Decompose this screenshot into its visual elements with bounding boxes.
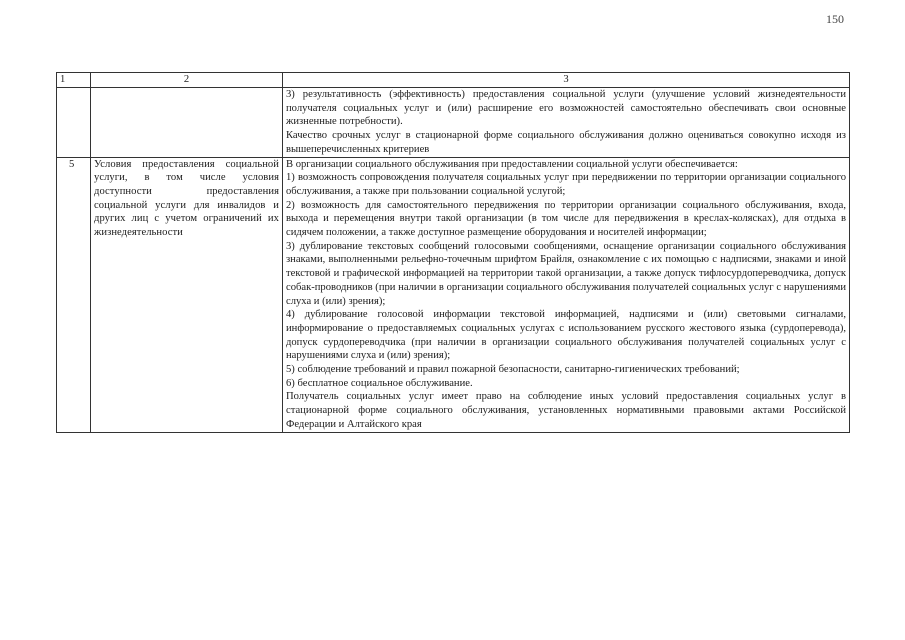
content-paragraph: 3) результативность (эффективность) предоставления социальной услуги (улучшение условий жизнедеятельности получателя социальных услуг и (или) расширение его возможностей самостоятельно обеспечивать свои основные жизненные потребности).: [286, 89, 846, 128]
table-row: [57, 88, 850, 158]
content-paragraph: 3) дублирование текстовых сообщений голосовыми сообщениями, оснащение организации социального обслуживания знаками, выполненными рельефно-точечным шрифтом Брайля, ознакомление с их помощью с надписями, знаками и иной текстовой и графической информацией на территории такой организации, а также допуск тифлосурдопереводчика, допуск собак-проводников (при наличии в организации социального обслуживания получателей социальных услуг с нарушениями слуха и (или) зрения);: [286, 240, 846, 307]
row-name: Условия предоставления социальной услуги, в том числе условия доступности предоставления социальной услуги для инвалидов и других лиц с учетом ограничений их жизнедеятельности: [91, 157, 283, 432]
row-number: [57, 88, 91, 158]
row-content: [283, 88, 850, 158]
content-paragraph: В организации социального обслуживания при предоставлении социальной услуги обеспечивается:: [286, 158, 738, 170]
content-paragraph: 5) соблюдение требований и правил пожарной безопасности, санитарно-гигиенических требований;: [286, 364, 740, 376]
page-number: 150: [826, 12, 844, 26]
services-table: [56, 72, 850, 433]
header-col-1: 1: [57, 73, 91, 88]
header-col-2: 2: [91, 73, 283, 88]
content-paragraph: 2) возможность для самостоятельного передвижения по территории организации социального обслуживания, входа, выхода и перемещения внутри такой организации (в том числе для передвижения в креслах-колясках), для отдыха в сидячем положении, а также доступное размещение оборудования и носителей информации;: [286, 199, 846, 239]
content-paragraph: Качество срочных услуг в стационарной форме социального обслуживания должно оцениваться совокупно исходя из вышеперечисленных критериев: [286, 130, 846, 155]
content-paragraph: 4) дублирование голосовой информации текстовой информацией, надписями и (или) световыми сигналами, информирование о предоставляемых социальных услугах с использованием русского жестового языка (сурдоперевода), допуск сурдопереводчика (при наличии в организации социального обслуживания получателей социальных услуг с нарушениями слуха и (или) зрения);: [286, 309, 846, 362]
row-number: 5: [57, 157, 91, 432]
header-col-3: 3: [283, 73, 850, 88]
table-row: [57, 157, 850, 432]
row-content: [283, 157, 850, 432]
content-paragraph: 1) возможность сопровождения получателя социальных услуг при передвижении по территории организации социального обслуживания, а также при пользовании социальной услугой;: [286, 172, 846, 197]
content-paragraph: Получатель социальных услуг имеет право на соблюдение иных условий предоставления социальных услуг в стационарной форме социального обслуживания, установленных нормативными правовыми актами Российской Федерации и Алтайского края: [286, 391, 846, 430]
table-header-row: [57, 73, 850, 88]
row-name: [91, 88, 283, 158]
content-paragraph: 6) бесплатное социальное обслуживание.: [286, 377, 473, 389]
